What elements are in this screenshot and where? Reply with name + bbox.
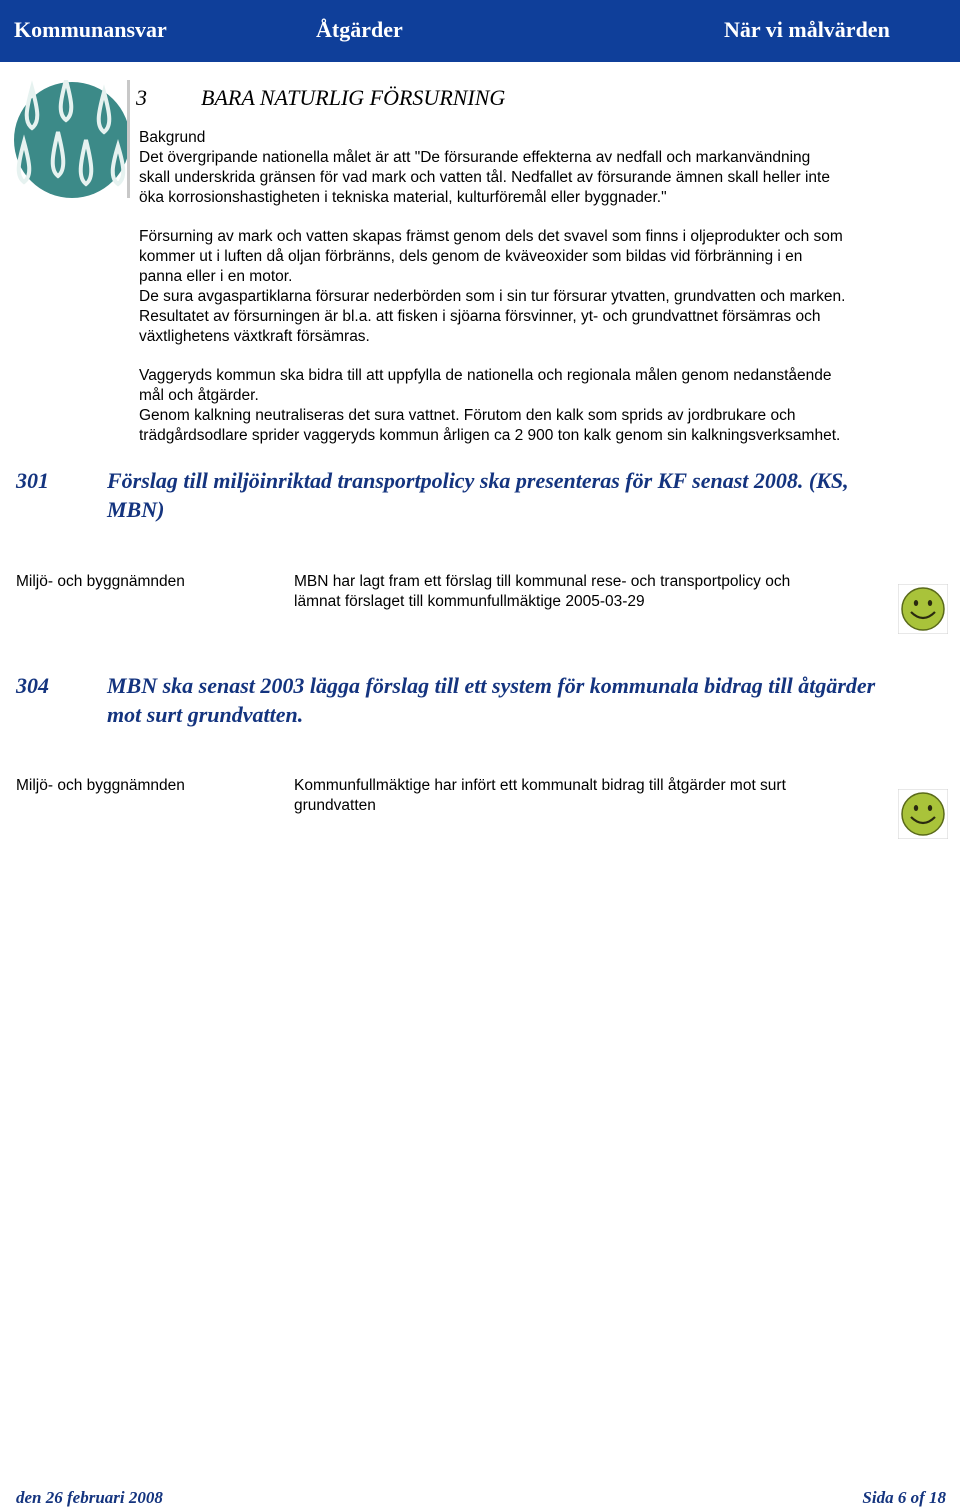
- background-label: Bakgrund: [139, 129, 206, 146]
- header-atgarder: Åtgärder: [316, 17, 403, 42]
- action-number: 301: [16, 468, 49, 493]
- background-line: skall underskrida gränsen för vad mark och vatten tål. Nedfallet av försurande ämnen skall heller inte: [139, 169, 830, 186]
- paragraph-line: Genom kalkning neutraliseras det sura vattnet. Förutom den kalk som sprids av jordbrukare och: [139, 407, 796, 424]
- paragraph-line: Resultatet av försurningen är bl.a. att fisken i sjöarna försvinner, yt- och grundvattnet försämras och: [139, 308, 821, 325]
- background-line: öka korrosionshastigheten i tekniska material, kulturföremål eller byggnader.": [139, 189, 667, 206]
- paragraph-line: panna eller i en motor.: [139, 268, 293, 285]
- smiley-icon: [898, 584, 948, 634]
- action-title: [107, 671, 875, 729]
- header-kommunansvar: Kommunansvar: [14, 17, 167, 42]
- section-number: 3: [136, 85, 147, 110]
- section-title: BARA NATURLIG FÖRSURNING: [201, 85, 506, 110]
- page-header: [0, 0, 960, 62]
- action-title-line: MBN): [107, 497, 165, 522]
- paragraph-line: Vaggeryds kommun ska bidra till att uppfylla de nationella och regionala målen genom nedanstående: [139, 367, 832, 384]
- municipality-paragraph: [139, 366, 939, 446]
- status-line: MBN har lagt fram ett förslag till kommunal rese- och transportpolicy och: [294, 573, 791, 590]
- status-line: grundvatten: [294, 797, 376, 814]
- status-line: Kommunfullmäktige har infört ett kommunalt bidrag till åtgärder mot surt: [294, 777, 786, 794]
- header-malvarden: När vi målvärden: [724, 17, 890, 42]
- status-text: [294, 572, 790, 612]
- action-title-line: Förslag till miljöinriktad transportpolicy ska presenteras för KF senast 2008. (KS,: [107, 468, 849, 493]
- action-number: 304: [16, 673, 49, 698]
- status-line: lämnat förslaget till kommunfullmäktige 2005-03-29: [294, 593, 645, 610]
- responsible-label: Miljö- och byggnämnden: [16, 777, 185, 794]
- smiley-icon: [898, 789, 948, 839]
- responsible-label: Miljö- och byggnämnden: [16, 573, 185, 590]
- footer-date: den 26 februari 2008: [16, 1488, 163, 1507]
- action-title-line: MBN ska senast 2003 lägga förslag till ett system för kommunala bidrag till åtgärder: [107, 673, 876, 698]
- paragraph-line: De sura avgaspartiklarna försurar nederbörden som i sin tur försurar ytvatten, grundvatten och marken.: [139, 288, 846, 305]
- paragraph-line: Försurning av mark och vatten skapas främst genom dels det svavel som finns i oljeprodukter och som: [139, 228, 843, 245]
- rain-drops-icon: [14, 80, 130, 198]
- background-paragraph: [139, 128, 939, 208]
- action-title-line: mot surt grundvatten.: [107, 702, 304, 727]
- status-text: [294, 776, 786, 816]
- paragraph-line: kommer ut i luften då oljan förbränns, dels genom de kväveoxider som bildas vid förbränning i en: [139, 248, 803, 265]
- action-title: [107, 466, 849, 524]
- paragraph-line: mål och åtgärder.: [139, 387, 259, 404]
- background-line: Det övergripande nationella målet är att "De försurande effekterna av nedfall och markanvändning: [139, 149, 811, 166]
- footer-page-number: Sida 6 of 18: [862, 1488, 946, 1507]
- paragraph-line: växtlighetens växtkraft försämras.: [139, 328, 370, 345]
- acidification-paragraph: [139, 227, 939, 347]
- paragraph-line: trädgårdsodlare sprider vaggeryds kommun årligen ca 2 900 ton kalk genom sin kalkningsverksamhet.: [139, 427, 841, 444]
